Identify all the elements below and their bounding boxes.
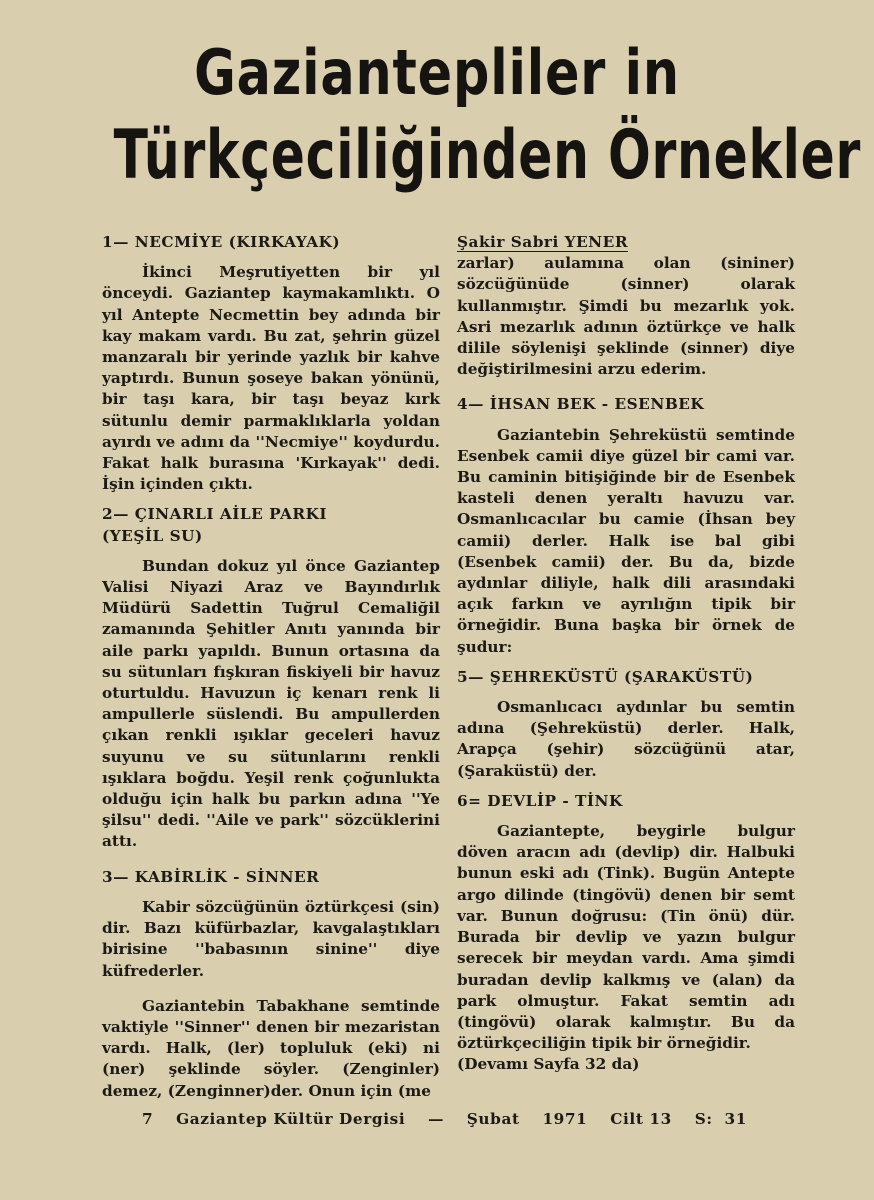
footer-year: 1971	[542, 1110, 588, 1128]
section-2-paragraph: Bundan dokuz yıl önce Gaziantep Valisi Niyazi Araz ve Bayındırlık Müdürü Sadettin Tuğrul Cemaliğil zamanında Şehitler Anıtı yanında bir aile parkı yapıldı. Bunun ortasına da su sütunları fışkıran fiskiyeli bir havuz oturtuldu. Havuzun iç kenarı renk li ampullerle süslendi. Bu ampullerden çıkan renkli ışıklar geceleri havuz suyunu ve su sütunlarını renkli ışıklara boğdu. Yeşil renk çoğunlukta olduğu için halk bu parkın adına ''Ye şilsu'' dedi. ''Aile ve park'' sözcüklerini attı.	[102, 556, 440, 851]
footer-issue: S: 31	[694, 1110, 747, 1128]
section-4-heading: 4— İHSAN BEK - ESENBEK	[457, 395, 705, 414]
footer-month: Şubat	[466, 1110, 520, 1128]
section-5-heading: 5— ŞEHREKÜSTÜ (ŞARAKÜSTÜ)	[457, 667, 754, 686]
left-column	[102, 232, 440, 1102]
author-byline: Şakir Sabri YENER	[457, 233, 629, 251]
footer-journal-name: Gaziantep Kültür Dergisi	[176, 1110, 406, 1128]
footer-dash: —	[428, 1110, 444, 1128]
article-title-line-2: Türkçeciliğinden Örnekler	[113, 116, 862, 195]
section-1-paragraph: İkinci Meşrutiyetten bir yıl önceydi. Gaziantep kaymakamlıktı. O yıl Antepte Necmettin bey adında bir kay makam vardı. Bu zat, şehrin güzel manzaralı bir yerinde yazlık bir kahve yaptırdı. Bunun şoseye bakan yönünü, bir taşı kara, bir taşı beyaz kırk sütunlu demir parmaklıklarla yoldan ayırdı ve adını da ''Necmiye'' koydurdu. Fakat halk burasına 'Kırkayak'' dedi. İşin içinden çıktı.	[102, 263, 440, 494]
section-6-paragraph: Gaziantepte, beygirle bulgur döven aracın adı (devlip) dir. Halbuki bunun eski adı (Tink). Bugün Antepte argo dilinde (tingövü) denen bir semt var. Bunun doğrusu: (Tin önü) dür. Burada bir devlip ve yazın bulgur serecek bir meydan vardı. Ama şimdi buradan devlip kalkmış ve (alan) da park olmuştur. Fakat semtin adı (tingövü) olarak kalmıştır. Bu da öztürkçeciliğin tipik bir örneğidir.	[457, 822, 795, 1053]
right-column	[457, 232, 795, 1076]
section-3-paragraph-2: Gaziantebin Tabakhane semtinde vaktiyle ''Sinner'' denen bir mezaristan vardı. Halk, (ler) topluluk (eki) ni (ner) şeklinde söyler. (Zenginler) demez, (Zenginner)der. Onun için (me	[102, 996, 440, 1100]
article-title-line-1: Gaziantepliler in	[194, 36, 680, 109]
section-3-paragraph-1: Kabir sözcüğünün öztürkçesi (sin) dir. Bazı küfürbazlar, kavgalaştıkları birisine ''babasının sinine'' diye küfrederler.	[102, 897, 440, 980]
section-5-paragraph: Osmanlıcacı aydınlar bu semtin adına (Şehreküstü) derler. Halk, Arapça (şehir) sözcüğünü atar, (Şaraküstü) der.	[457, 698, 795, 780]
section-2-heading-b: (YEŞİL SU)	[102, 526, 203, 545]
section-1-heading: 1— NECMİYE (KIRKAYAK)	[102, 233, 341, 251]
section-4-paragraph: Gaziantebin Şehreküstü semtinde Esenbek camii diye güzel bir cami var. Bu caminin bitişiğinde bir de Esenbek kasteli denen yeraltı havuzu var. Osmanlıcacılar bu camie (İhsan bey camii) derler. Halk ise bal gibi (Esenbek camii) der. Bu da, bizde aydınlar diliyle, halk dili arasındaki açık farkın ve ayrılığın tipik bir örneğidir. Buna başka bir örnek de şudur:	[457, 425, 795, 656]
footer-volume: Cilt 13	[610, 1110, 672, 1128]
section-2-heading-a: 2— ÇINARLI AİLE PARKI	[102, 505, 328, 524]
section-3-heading: 3— KABİRLİK - SİNNER	[102, 867, 320, 886]
footer-page-number: 7	[142, 1110, 154, 1128]
section-6-heading: 6= DEVLİP - TİNK	[457, 791, 623, 810]
continued-note: (Devamı Sayfa 32 da)	[457, 1055, 640, 1074]
page-footer	[142, 1110, 747, 1128]
section-3-paragraph-2-continued: zarlar) aulamına olan (sininer) sözcüğünüde (sinner) olarak kullanmıştır. Şimdi bu mezarlık yok. Asri mezarlık adının öztürkçe ve halk dilile söylenişi şeklinde (sinner) diye değiştirilmesini arzu ederim.	[457, 254, 795, 379]
